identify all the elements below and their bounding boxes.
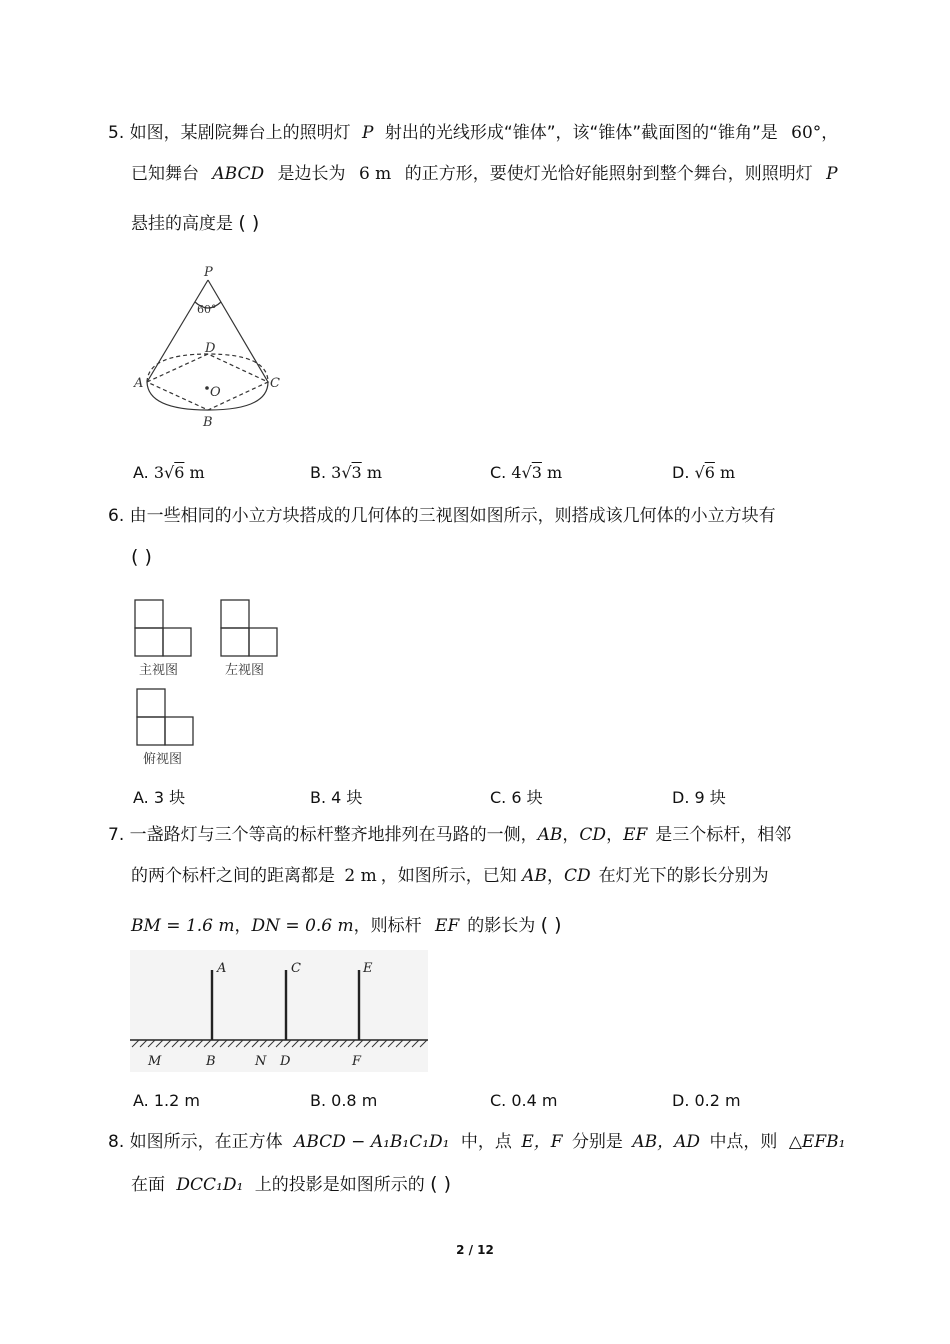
q5-text: 已知舞台 bbox=[131, 164, 199, 184]
q7-text: ，如图所示，已知 bbox=[380, 866, 517, 886]
road-poles-figure bbox=[130, 950, 428, 1072]
option-label: B. bbox=[310, 1091, 327, 1110]
q5-option-d[interactable]: D. √6 m bbox=[672, 463, 736, 482]
label-f: F bbox=[352, 1054, 362, 1069]
q7-number: 7. bbox=[108, 825, 125, 845]
label-b: B bbox=[206, 1054, 216, 1069]
option-label: D. bbox=[672, 788, 690, 807]
q8-text: 中点，则 bbox=[709, 1132, 778, 1152]
option-label: A. bbox=[133, 788, 149, 807]
var-p: P bbox=[826, 164, 838, 184]
q8-text: 中，点 bbox=[460, 1132, 512, 1152]
label-a: A bbox=[217, 961, 227, 976]
q5-option-b[interactable]: B. 3√3 m bbox=[310, 463, 382, 482]
cone-figure bbox=[130, 258, 310, 438]
option-label: C. bbox=[490, 463, 507, 482]
option-text: 0.8 m bbox=[331, 1091, 378, 1110]
var-ef: EF bbox=[623, 825, 648, 845]
q5-option-c[interactable]: C. 4√3 m bbox=[490, 463, 563, 482]
three-views-figure bbox=[130, 595, 290, 775]
q7-text: 的两个标杆之间的距离都是 bbox=[131, 866, 335, 886]
label-b: B bbox=[203, 415, 213, 430]
q5-option-a[interactable]: A. 3√6 m bbox=[133, 463, 205, 482]
q7-text: 一盏路灯与三个等高的标杆整齐地排列在马路的一侧， bbox=[129, 825, 538, 845]
separator: ， bbox=[606, 825, 624, 845]
q8-text: 在面 bbox=[131, 1175, 165, 1195]
q8-line2 bbox=[131, 1172, 451, 1197]
answer-paren: ( ) bbox=[430, 1173, 451, 1195]
face-dcc1d1: DCC₁D₁ bbox=[176, 1175, 244, 1195]
q8-number: 8. bbox=[108, 1132, 125, 1152]
q7-line1 bbox=[108, 823, 791, 847]
q5-text: 悬挂的高度是 bbox=[131, 214, 233, 234]
option-radicand: 6 bbox=[174, 463, 185, 482]
q7-option-b[interactable] bbox=[310, 1090, 377, 1112]
q6-option-a[interactable] bbox=[133, 787, 185, 809]
dn-value: DN = 0.6 m bbox=[251, 916, 354, 936]
option-radicand: 6 bbox=[704, 463, 715, 482]
q7-text: ，则标杆 bbox=[353, 916, 422, 936]
q8-line1 bbox=[108, 1130, 845, 1154]
option-text: 0.4 m bbox=[511, 1091, 558, 1110]
option-radicand: 3 bbox=[351, 463, 362, 482]
angle-value: 60°， bbox=[791, 123, 839, 143]
segments-ab-ad: AB，AD bbox=[632, 1132, 701, 1152]
option-label: C. bbox=[490, 1091, 507, 1110]
q5-text: 的正方形，要使灯光恰好能照射到整个舞台，则照明灯 bbox=[404, 164, 813, 184]
q5-line3 bbox=[131, 211, 259, 236]
option-coef: 4 bbox=[511, 463, 522, 482]
q6-text: 由一些相同的小立方块搭成的几何体的三视图如图所示，则搭成该几何体的小立方块有 bbox=[129, 506, 776, 526]
q7-option-c[interactable] bbox=[490, 1090, 557, 1112]
q5-text: 射出的光线形成“锥体”，该“锥体”截面图的“锥角”是 bbox=[384, 123, 778, 143]
q6-number: 6. bbox=[108, 506, 125, 526]
option-label: B. bbox=[310, 463, 327, 482]
option-coef: 3 bbox=[153, 463, 165, 482]
q5-text: 如图，某剧院舞台上的照明灯 bbox=[129, 123, 351, 143]
page-number: 2 / 12 bbox=[456, 1243, 494, 1257]
points-ef: E，F bbox=[521, 1132, 563, 1152]
q8-text: 分别是 bbox=[571, 1132, 623, 1152]
var-ab: AB bbox=[522, 866, 547, 886]
q5-line2 bbox=[131, 162, 838, 186]
label-a: A bbox=[134, 376, 144, 391]
option-text: 4 块 bbox=[331, 788, 363, 807]
label-n: N bbox=[255, 1054, 267, 1069]
option-label: B. bbox=[310, 788, 327, 807]
var-ef: EF bbox=[435, 916, 460, 936]
answer-paren: ( ) bbox=[238, 212, 260, 234]
label-c: C bbox=[291, 961, 301, 976]
option-label: C. bbox=[490, 788, 507, 807]
answer-paren: ( ) bbox=[540, 914, 562, 936]
option-unit: m bbox=[366, 463, 382, 482]
option-unit: m bbox=[547, 463, 563, 482]
separator: ， bbox=[562, 825, 580, 845]
q7-line3 bbox=[131, 913, 562, 938]
top-view-caption: 俯视图 bbox=[143, 752, 183, 767]
option-text: 3 块 bbox=[153, 788, 186, 807]
q6-line1 bbox=[108, 504, 776, 528]
option-text: 1.2 m bbox=[153, 1091, 200, 1110]
label-m: M bbox=[148, 1054, 162, 1069]
option-text: 9 块 bbox=[694, 788, 726, 807]
front-view-caption: 主视图 bbox=[139, 663, 179, 678]
var-abcd: ABCD bbox=[212, 164, 265, 184]
label-o: O bbox=[210, 385, 221, 400]
q6-option-b[interactable] bbox=[310, 787, 362, 809]
option-coef: 3 bbox=[331, 463, 342, 482]
left-view-caption: 左视图 bbox=[225, 663, 265, 678]
answer-paren: ( ) bbox=[131, 546, 152, 568]
separator: ， bbox=[234, 916, 252, 936]
option-text: 0.2 m bbox=[694, 1091, 741, 1110]
triangle-efb1: △EFB₁ bbox=[788, 1132, 846, 1152]
q7-text: 在灯光下的影长分别为 bbox=[598, 866, 769, 886]
option-radicand: 3 bbox=[531, 463, 542, 482]
var-cd: CD bbox=[579, 825, 607, 845]
q8-text: 如图所示，在正方体 bbox=[129, 1132, 283, 1152]
separator: ， bbox=[546, 866, 564, 886]
cube-name: ABCD − A₁B₁C₁D₁ bbox=[294, 1132, 450, 1152]
label-angle: 60° bbox=[197, 303, 217, 316]
var-cd: CD bbox=[563, 866, 591, 886]
q7-text: 是三个标杆，相邻 bbox=[655, 825, 792, 845]
q8-text: 上的投影是如图所示的 bbox=[254, 1175, 425, 1195]
q7-text: 的影长为 bbox=[467, 916, 536, 936]
q7-option-d[interactable] bbox=[672, 1090, 741, 1112]
label-p: P bbox=[204, 265, 213, 280]
q5-text: 是边长为 bbox=[277, 164, 346, 184]
label-d: D bbox=[205, 341, 216, 356]
bm-value: BM = 1.6 m bbox=[131, 916, 235, 936]
option-label: A. bbox=[133, 1091, 149, 1110]
q7-option-a[interactable] bbox=[133, 1090, 200, 1112]
q6-option-d[interactable] bbox=[672, 787, 726, 809]
label-e: E bbox=[363, 961, 373, 976]
label-c: C bbox=[270, 376, 280, 391]
var-p: P bbox=[362, 123, 374, 143]
q5-number: 5. bbox=[108, 123, 125, 143]
q6-option-c[interactable] bbox=[490, 787, 543, 809]
option-text: 6 块 bbox=[511, 788, 543, 807]
label-d: D bbox=[280, 1054, 291, 1069]
option-label: A. bbox=[133, 463, 149, 482]
option-unit: m bbox=[719, 463, 736, 482]
var-ab: AB bbox=[537, 825, 563, 845]
option-label: D. bbox=[672, 463, 690, 482]
q6-line2 bbox=[131, 545, 152, 570]
option-unit: m bbox=[189, 463, 205, 482]
option-label: D. bbox=[672, 1091, 690, 1110]
q5-line1 bbox=[108, 121, 838, 145]
distance-value: 2 m bbox=[344, 866, 377, 886]
side-length: 6 m bbox=[358, 164, 392, 184]
q7-line2 bbox=[131, 864, 769, 888]
